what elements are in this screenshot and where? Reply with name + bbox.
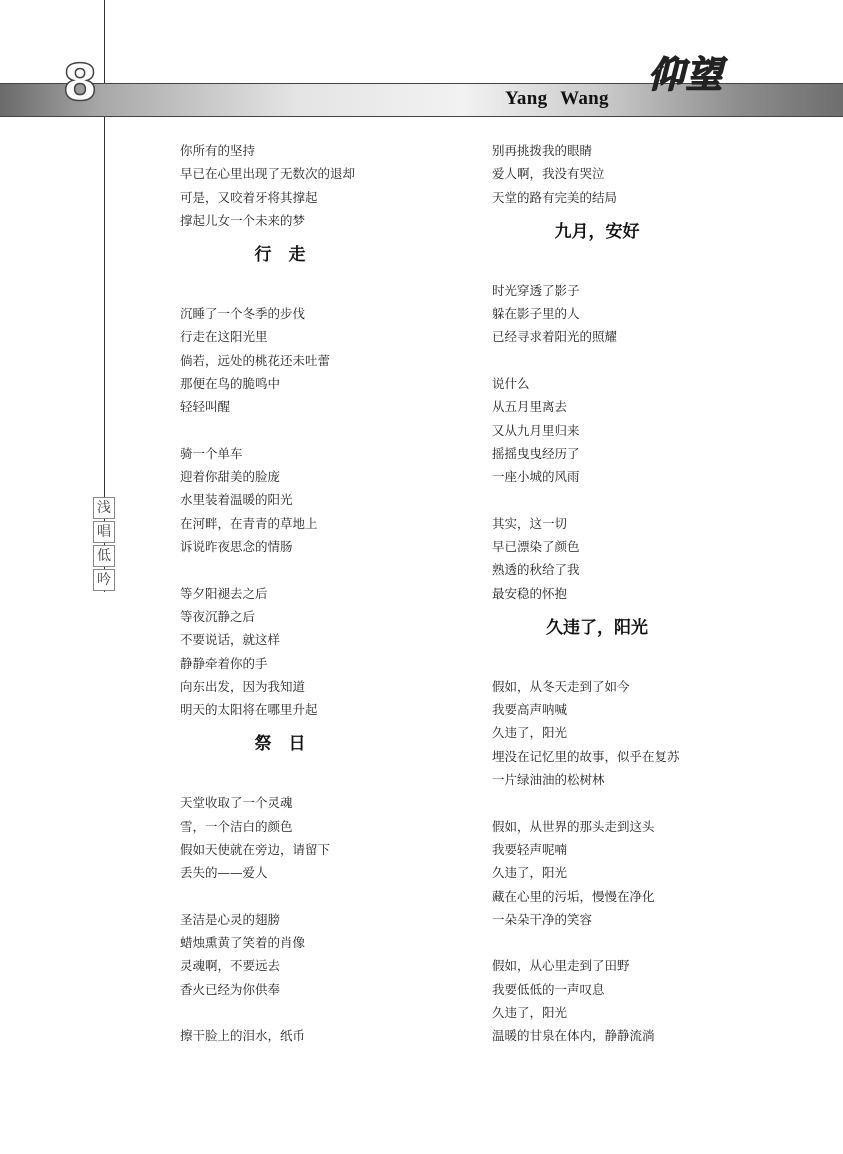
poem-line: 藏在心里的污垢，慢慢在净化 [492,888,655,904]
poem-line: 骑一个单车 [180,445,243,461]
poem-line: 温暖的甘泉在体内，静静流淌 [492,1028,655,1044]
page-number: 8 [62,54,98,112]
poem-line: 爱人啊，我没有哭泣 [492,166,605,182]
poem-line: 久违了，阳光 [492,865,568,881]
poem-title-jiuyue: 九月，安好 [554,221,640,242]
poem-line: 蜡烛熏黄了笑着的肖像 [180,935,306,951]
poem-line: 躲在影子里的人 [492,306,580,322]
poem-line: 撑起儿女一个未来的梦 [180,212,306,228]
poem-line: 假如，从心里走到了田野 [492,958,630,974]
poem-line: 早已在心里出现了无数次的退却 [180,166,356,182]
poem-line: 可是，又咬着牙将其撑起 [180,189,318,205]
poem-line: 向东出发，因为我知道 [180,678,306,694]
poem-line: 丢失的——爱人 [180,865,268,881]
section-tab [93,497,115,593]
poem-line: 等夕阳褪去之后 [180,585,268,601]
poem-line: 倘若，远处的桃花还未吐蕾 [180,352,331,368]
poem-line: 时光穿透了影子 [492,282,580,298]
section-tab-char: 低 [93,545,115,567]
poem-line: 雪，一个洁白的颜色 [180,818,293,834]
poem-line: 假如，从世界的那头走到这头 [492,818,655,834]
poem-line: 擦干脸上的泪水，纸币 [180,1028,306,1044]
poem-line: 久违了，阳光 [492,725,568,741]
poem-line: 久违了，阳光 [492,1004,568,1020]
poem-line: 迎着你甜美的脸庞 [180,469,281,485]
poem-line: 我要轻声呢喃 [492,841,568,857]
poem-line: 我要低低的一声叹息 [492,981,605,997]
poem-line: 不要说话，就这样 [180,632,281,648]
poem-line: 摇摇曳曳经历了 [492,445,580,461]
poem-line: 沉睡了一个冬季的步伐 [180,306,306,322]
poem-line: 假如天使就在旁边，请留下 [180,841,331,857]
section-tab-char: 唱 [93,521,115,543]
magazine-title-logo: 仰望 [648,55,725,96]
magazine-pinyin: Yang Wang [505,88,609,109]
section-tab-char: 浅 [93,497,115,519]
poem-line: 你所有的坚持 [180,143,256,158]
poem-title-jiuweile: 久违了，阳光 [546,617,648,638]
poem-line: 一座小城的风雨 [492,469,580,485]
poem-line: 行走在这阳光里 [180,329,268,345]
poem-line: 别再挑拨我的眼睛 [492,143,593,158]
poem-line: 天堂的路有完美的结局 [492,189,618,205]
poem-line: 轻轻叫醒 [180,399,231,415]
poem-line: 明天的太阳将在哪里升起 [180,702,318,718]
poem-line: 圣洁是心灵的翅膀 [180,911,281,927]
poem-line: 香火已经为你供奉 [180,981,281,997]
poem-line: 天堂收取了一个灵魂 [180,795,293,811]
poem-line: 在河畔，在青青的草地上 [180,515,318,531]
poem-line: 我要高声呐喊 [492,702,568,718]
poem-line: 埋没在记忆里的故事，似乎在复苏 [492,748,680,764]
poem-line: 最安稳的怀抱 [492,585,568,601]
poem-line: 早已漂染了颜色 [492,539,580,555]
poem-line: 说什么 [492,375,530,391]
poem-line: 一片绿油油的松树林 [492,772,605,788]
left-column [180,139,460,1048]
poem-line: 静静牵着你的手 [180,655,268,671]
poem-title-xingzou: 行 走 [254,245,306,266]
poem-line: 一朵朵干净的笑容 [492,911,593,927]
poem-line: 又从九月里归来 [492,422,580,438]
poem-line: 从五月里离去 [492,399,568,415]
poem-line: 已经寻求着阳光的照耀 [492,329,618,345]
poem-line: 灵魂啊，不要远去 [180,958,281,974]
poem-line: 熟透的秋给了我 [492,562,580,578]
poem-line: 假如，从冬天走到了如今 [492,678,630,694]
poem-title-jiri: 祭 日 [254,734,306,755]
poem-line: 那便在鸟的脆鸣中 [180,375,281,391]
poem-line: 水里装着温暖的阳光 [180,492,293,508]
section-tab-char: 吟 [93,569,115,591]
right-column [492,139,822,1048]
poem-line: 诉说昨夜思念的情肠 [180,539,293,555]
poem-line: 等夜沉静之后 [180,608,256,624]
poem-line: 其实，这一切 [492,515,568,531]
